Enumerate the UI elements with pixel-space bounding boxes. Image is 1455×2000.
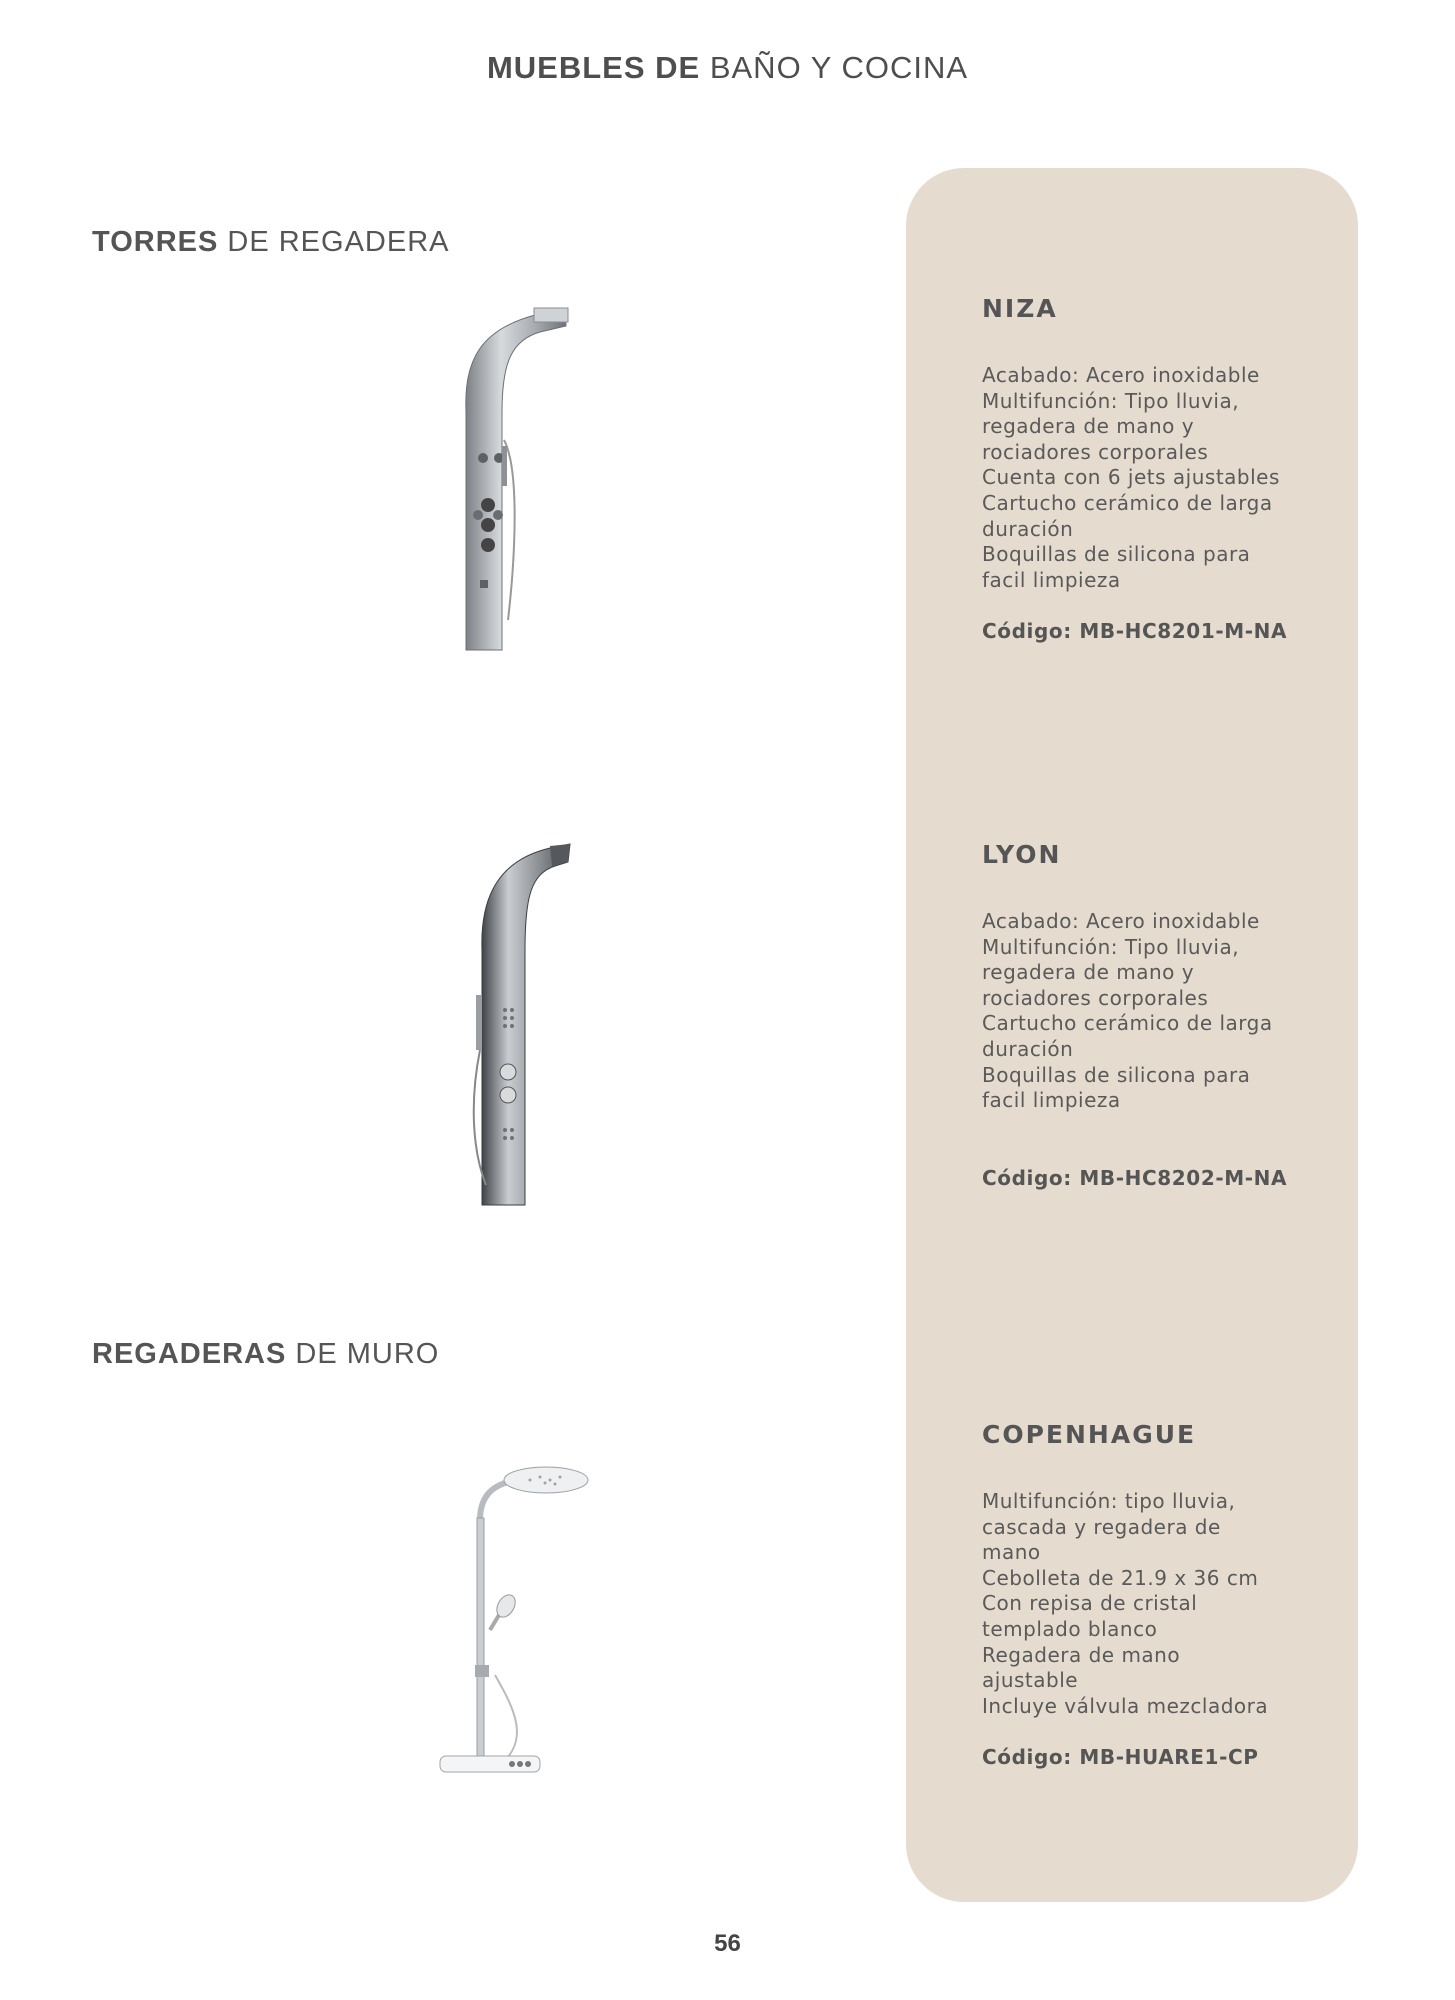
feature-line: ajustable [982,1668,1079,1693]
niza-shower-tower-image [440,300,600,660]
feature-line: rociadores corporales [982,439,1209,464]
section-title-regaderas [92,1338,439,1371]
feature-line: regadera de mano y [982,960,1195,985]
copenhague-wall-shower-image [420,1460,600,1790]
feature-line: duración [982,1036,1074,1061]
section-title-bold: TORRES [92,226,219,258]
feature-line: Cartucho cerámico de larga [982,490,1273,515]
section-title-rest: DE MURO [295,1338,440,1370]
feature-line: facil limpieza [982,1088,1121,1113]
feature-line: mano [982,1540,1041,1565]
feature-line: cascada y regadera de [982,1514,1221,1539]
product-features [982,1489,1312,1719]
section-title-bold: REGADERAS [92,1338,287,1370]
product-code: Código: MB-HUARE1-CP [982,1745,1259,1770]
product-name: NIZA [982,294,1058,323]
product-copenhague [982,1420,1312,1769]
feature-line: Cuenta con 6 jets ajustables [982,465,1280,490]
feature-line: Cebolleta de 21.9 x 36 cm [982,1565,1259,1590]
product-name: LYON [982,840,1062,869]
feature-line: duración [982,516,1074,541]
product-name: COPENHAGUE [982,1420,1197,1449]
product-code: Código: MB-HC8201-M-NA [982,619,1288,644]
feature-line: Boquillas de silicona para [982,542,1251,567]
feature-line: Multifunción: tipo lluvia, [982,1489,1236,1513]
lyon-shower-tower-image [450,840,610,1220]
page-number: 56 [714,1930,741,1957]
feature-line: facil limpieza [982,567,1121,592]
header-rest: BAÑO Y COCINA [709,50,969,85]
feature-line: Incluye válvula mezcladora [982,1693,1269,1718]
feature-line: Regadera de mano [982,1642,1181,1667]
product-code: Código: MB-HC8202-M-NA [982,1165,1288,1190]
feature-line: Cartucho cerámico de larga [982,1011,1273,1036]
feature-line: Multifunción: Tipo lluvia, [982,934,1240,959]
feature-line: Acabado: Acero inoxidable [982,909,1260,933]
feature-line: Acabado: Acero inoxidable [982,363,1260,387]
product-features [982,909,1312,1114]
page-header [0,50,1455,86]
header-bold: MUEBLES DE [486,50,701,85]
feature-line: Multifunción: Tipo lluvia, [982,388,1240,413]
section-title-torres [92,226,450,259]
section-title-rest: DE REGADERA [227,226,450,258]
product-features [982,363,1312,593]
feature-line: rociadores corporales [982,985,1209,1010]
feature-line: Boquillas de silicona para [982,1062,1251,1087]
product-niza [982,294,1312,643]
feature-line: regadera de mano y [982,414,1195,439]
feature-line: templado blanco [982,1616,1158,1641]
feature-line: Con repisa de cristal [982,1591,1198,1616]
product-lyon [982,840,1312,1190]
